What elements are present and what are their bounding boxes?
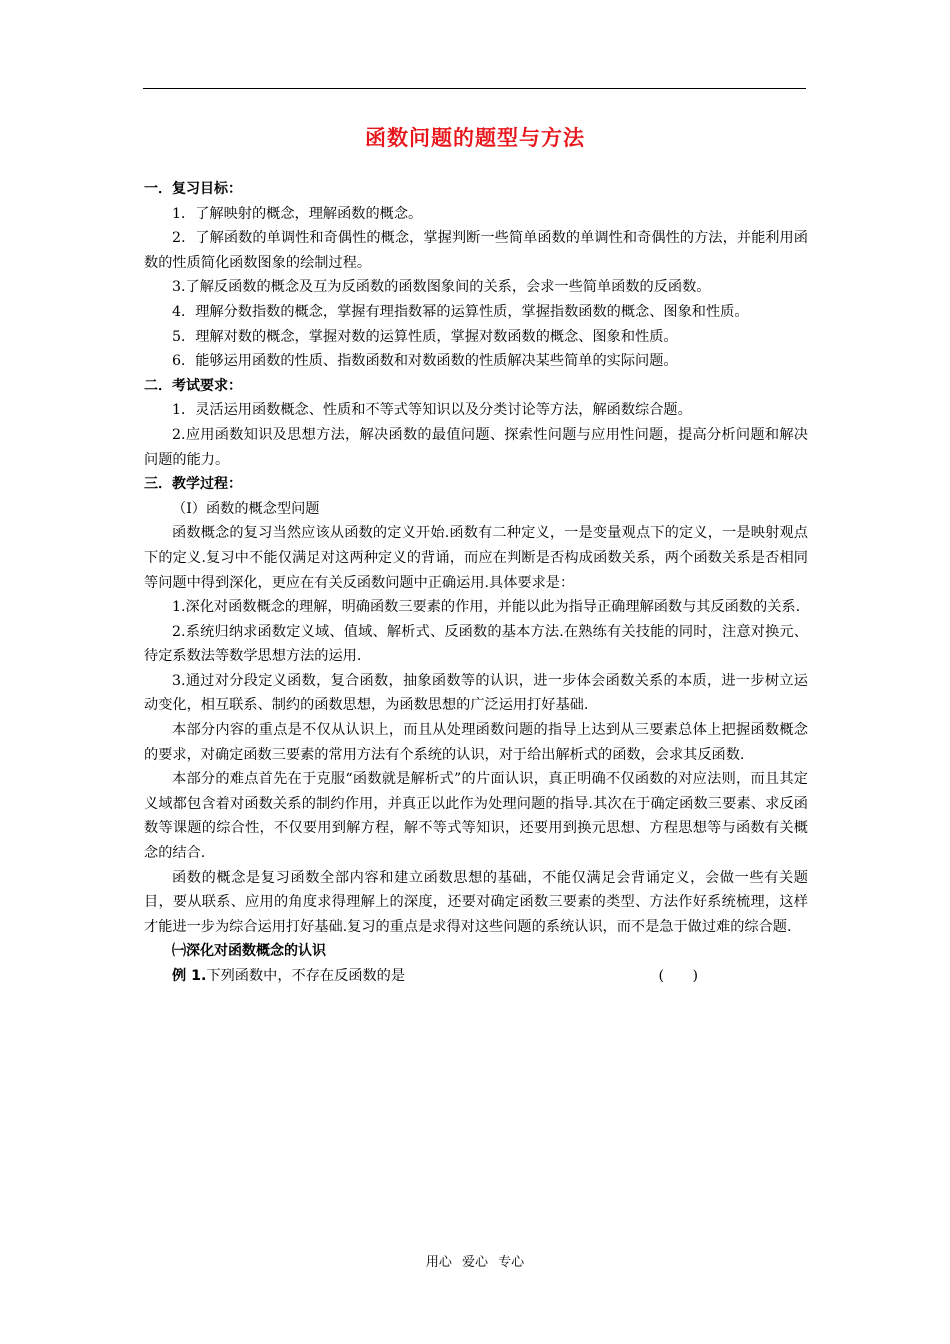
goal-item: 6．能够运用函数的性质、指数函数和对数函数的性质解决某些简单的实际问题。 <box>172 353 678 370</box>
paragraph: 本部分内容的重点是不仅从认识上，而且从处理函数问题的指导上达到从三要素总体上把握函数概念的要求，对确定函数三要素的常用方法有个系统的认识，对于给出解析式的函数，会求其反函数. <box>144 722 808 763</box>
requirement-item: 2.应用函数知识及思想方法，解决函数的最值问题、探索性问题与应用性问题，提高分析问题和解决问题的能力。 <box>144 426 808 468</box>
document-body <box>144 177 808 989</box>
goal-item: 5．理解对数的概念，掌握对数的运算性质，掌握对数函数的概念、图象和性质。 <box>172 328 678 345</box>
example-line <box>144 964 808 989</box>
goal-item: 1．了解映射的概念，理解函数的概念。 <box>172 205 423 222</box>
example-label: 例 1. <box>172 968 207 984</box>
header-rule <box>143 88 806 89</box>
sub-heading: ㈠深化对函数概念的认识 <box>172 943 326 960</box>
document-title: 函数问题的题型与方法 <box>365 126 585 150</box>
paragraph: 本部分的难点首先在于克服“函数就是解析式”的片面认识，真正明确不仅函数的对应法则，而且其定义域都包含着对函数关系的制约作用，并真正以此作为处理问题的指导.其次在于确定函数三要素、求反函数等课题的综合性，不仅要用到解方程，解不等式等知识，还要用到换元思想、方程思想等与函数有关概念的结合. <box>144 771 808 862</box>
section-heading-requirements: 二．考试要求： <box>144 377 242 394</box>
goal-item: 3.了解反函数的概念及互为反函数的函数图象间的关系，会求一些简单函数的反函数。 <box>172 279 711 296</box>
paragraph: 2.系统归纳求函数定义域、值域、解析式、反函数的基本方法.在熟练有关技能的同时，注意对换元、待定系数法等数学思想方法的运用. <box>144 623 808 665</box>
paragraph: 1.深化对函数概念的理解，明确函数三要素的作用，并能以此为指导正确理解函数与其反函数的关系. <box>172 599 801 616</box>
section-heading-process: 三．教学过程： <box>144 476 242 493</box>
paragraph: 函数的概念是复习函数全部内容和建立函数思想的基础，不能仅满足会背诵定义，会做一些有关题目，要从联系、应用的角度求得理解上的深度，还要对确定函数三要素的类型、方法作好系统梳理，这样才能进一步为综合运用打好基础.复习的重点是求得对这些问题的系统认识，而不是急于做过难的综合题. <box>144 869 808 935</box>
example-text: 下列函数中，不存在反函数的是 <box>206 968 406 984</box>
part-label: （Ⅰ）函数的概念型问题 <box>172 500 320 517</box>
goal-item: 4．理解分数指数的概念，掌握有理指数幂的运算性质，掌握指数函数的概念、图象和性质。 <box>172 303 749 320</box>
page-footer: 用心 爱心 专心 <box>425 1255 525 1270</box>
requirement-item: 1．灵活运用函数概念、性质和不等式等知识以及分类讨论等方法，解函数综合题。 <box>172 402 692 419</box>
example-question <box>172 964 405 989</box>
paragraph: 函数概念的复习当然应该从函数的定义开始.函数有二种定义，一是变量观点下的定义，一是映射观点下的定义.复习中不能仅满足对这两种定义的背诵，而应在判断是否构成函数关系，两个函数关系是否相同等问题中得到深化，更应在有关反函数问题中正确运用.具体要求是： <box>144 525 808 591</box>
paragraph: 3.通过对分段定义函数，复合函数，抽象函数等的认识，进一步体会函数关系的本质，进一步树立运动变化，相互联系、制约的函数思想，为函数思想的广泛运用打好基础. <box>144 672 808 714</box>
goal-item: 2．了解函数的单调性和奇偶性的概念，掌握判断一些简单函数的单调性和奇偶性的方法，并能利用函数的性质简化函数图象的绘制过程。 <box>144 230 808 271</box>
section-heading-goals: 一．复习目标： <box>144 181 242 197</box>
answer-blank: ( ) <box>658 968 698 984</box>
